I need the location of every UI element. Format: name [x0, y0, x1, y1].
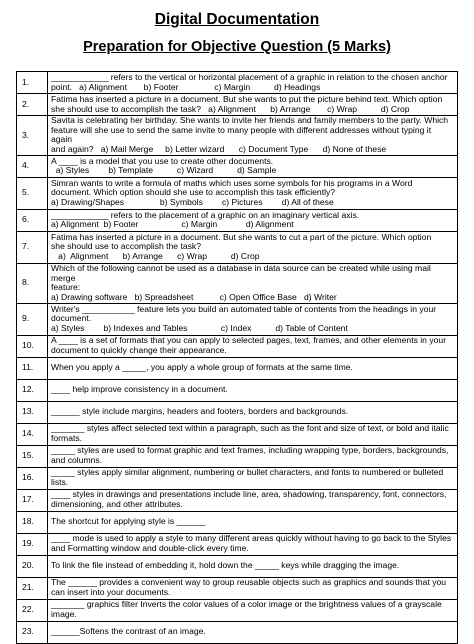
question-text-line: document. — [51, 313, 92, 324]
question-number: 6. — [17, 209, 48, 231]
question-row — [17, 401, 458, 423]
question-row — [17, 335, 458, 357]
question-number: 14. — [17, 423, 48, 445]
question-text-line: a) Styles b) Template c) Wizard d) Sample — [51, 165, 277, 176]
question-text-cell — [48, 423, 458, 445]
question-text-line: Fatima has inserted a picture in a document. But she wants to put the picture behind text. Which option — [51, 93, 443, 104]
question-text-line: Savita is celebrating her birthday. She wants to invite her friends and family members to the party. Which — [51, 115, 449, 125]
question-row — [17, 467, 458, 489]
question-number: 7. — [17, 231, 48, 263]
question-text-line: ____ mode is used to apply a style to many different areas quickly without having to go back to the Styles — [51, 533, 452, 544]
question-text-cell — [48, 445, 458, 467]
question-number: 3. — [17, 116, 48, 156]
questions-table — [16, 71, 458, 644]
question-text-cell — [48, 263, 458, 303]
question-text-line: ____________ refers to the vertical or horizontal placement of a graphic in relation to the chosen anchor — [51, 71, 448, 82]
question-text-cell — [48, 357, 458, 379]
questions-table-body — [17, 72, 458, 644]
question-number: 18. — [17, 511, 48, 533]
question-row — [17, 489, 458, 511]
question-number: 9. — [17, 303, 48, 335]
question-text-line: document to quickly change their appearance. — [51, 345, 227, 356]
question-text-line: a) Alignment b) Arrange c) Wrap d) Crop — [51, 251, 260, 262]
question-text-cell — [48, 489, 458, 511]
question-text-line: Which of the following cannot be used as a database in data source can be created while using mail merge — [51, 262, 434, 283]
question-row — [17, 379, 458, 401]
question-number: 23. — [17, 621, 48, 643]
question-row — [17, 263, 458, 303]
question-text-cell — [48, 511, 458, 533]
question-text-cell — [48, 621, 458, 643]
question-text-line: feature: — [51, 282, 81, 293]
question-row — [17, 94, 458, 116]
question-text-line: she should use to accomplish the task? a) Alignment b) Arrange c) Wrap d) Crop — [51, 103, 410, 114]
question-text-line: and columns. — [51, 455, 103, 466]
question-text-line: and again? a) Mail Merge b) Letter wizard c) Document Type d) None of these — [51, 144, 387, 155]
question-text-line: a) Alignment b) Footer c) Margin d) Alignment — [51, 219, 294, 230]
question-row — [17, 177, 458, 209]
question-row — [17, 577, 458, 599]
question-text-cell — [48, 379, 458, 401]
question-text-cell — [48, 209, 458, 231]
document-title: Digital Documentation — [154, 11, 320, 28]
question-text-cell — [48, 94, 458, 116]
question-text-cell — [48, 303, 458, 335]
question-row — [17, 72, 458, 94]
question-text-line: point. a) Alignment b) Footer c) Margin d) Headings — [51, 81, 321, 92]
question-row — [17, 116, 458, 156]
question-row — [17, 445, 458, 467]
question-text-line: can insert into your documents. — [51, 587, 171, 598]
question-text-line: feature will she use to send the same invite to many people with different addresses without typing it again — [51, 124, 434, 145]
question-text-cell — [48, 599, 458, 621]
question-text-cell — [48, 467, 458, 489]
question-row — [17, 555, 458, 577]
question-text-line: ______Softens the contrast of an image. — [51, 626, 206, 637]
question-number: 19. — [17, 533, 48, 555]
question-text-line: _______ graphics filter Inverts the color values of a color image or the brightness values of a grayscale — [51, 599, 442, 610]
question-number: 21. — [17, 577, 48, 599]
question-row — [17, 621, 458, 643]
question-number: 12. — [17, 379, 48, 401]
question-number: 5. — [17, 177, 48, 209]
question-text-cell — [48, 116, 458, 156]
question-text-line: A ____ is a model that you use to create other documents. — [51, 155, 274, 166]
question-text-line: The ______ provides a convenient way to group reusable objects such as graphics and sounds that you — [51, 577, 447, 588]
question-text-line: Simran wants to write a formula of maths which uses some symbols for his programs in a Word — [51, 177, 413, 188]
question-text-cell — [48, 401, 458, 423]
question-text-line: A ____ is a set of formats that you can apply to selected pages, text, frames, and other elements in your — [51, 335, 447, 346]
question-text-line: _______ styles affect selected text within a paragraph, such as the font and size of text, or bold and italic — [51, 423, 449, 434]
question-text-cell — [48, 555, 458, 577]
question-text-line: dimensioning, and other attributes. — [51, 499, 183, 510]
question-row — [17, 599, 458, 621]
question-text-line: lists. — [51, 477, 69, 488]
question-text-line: ____ styles in drawings and presentations include line, area, shadowing, transparency, font, connectors, — [51, 489, 447, 500]
question-text-line: When you apply a _____, you apply a whole group of formats at the same time. — [51, 362, 353, 373]
question-number: 4. — [17, 155, 48, 177]
question-number: 10. — [17, 335, 48, 357]
question-text-line: To link the file instead of embedding it, hold down the _____ keys while dragging the image. — [51, 560, 400, 571]
question-text-cell — [48, 72, 458, 94]
question-text-line: formats. — [51, 433, 83, 444]
question-text-line: Fatima has inserted a picture in a document. But she wants to cut a part of the picture. Which option — [51, 231, 432, 242]
question-text-line: _____ styles are used to format graphic and text frames, including wrapping type, borders, backgrounds, — [51, 445, 449, 456]
question-text-line: _____ styles apply similar alignment, numbering or bullet characters, and fonts to numbered or bulleted — [51, 467, 444, 478]
question-text-line: a) Drawing software b) Spreadsheet c) Open Office Base d) Writer — [51, 291, 337, 302]
question-text-line: and Formatting window and double-click every time. — [51, 543, 249, 554]
question-text-line: she should use to accomplish the task? — [51, 241, 202, 252]
question-text-line: The shortcut for applying style is ______ — [51, 516, 206, 527]
question-text-line: ____ help improve consistency in a document. — [51, 384, 228, 395]
question-row — [17, 155, 458, 177]
question-number: 16. — [17, 467, 48, 489]
question-text-line: Writer's ___________ feature lets you build an automated table of contents from the headings in your — [51, 303, 437, 314]
question-text-line: a) Drawing/Shapes b) Symbols c) Pictures d) All of these — [51, 197, 334, 208]
question-number: 1. — [17, 72, 48, 94]
question-number: 11. — [17, 357, 48, 379]
question-row — [17, 231, 458, 263]
question-text-line: ______ style include margins, headers and footers, borders and backgrounds. — [51, 406, 349, 417]
question-text-cell — [48, 335, 458, 357]
question-number: 22. — [17, 599, 48, 621]
question-row — [17, 533, 458, 555]
question-number: 2. — [17, 94, 48, 116]
question-text-cell — [48, 231, 458, 263]
question-text-line: document. Which option should she use to accomplish this task efficiently? — [51, 187, 336, 198]
question-text-line: ____________ refers to the placement of a graphic on an imaginary vertical axis. — [51, 209, 360, 220]
document-subtitle: Preparation for Objective Question (5 Marks) — [83, 39, 391, 55]
question-row — [17, 423, 458, 445]
question-text-cell — [48, 155, 458, 177]
question-text-cell — [48, 177, 458, 209]
question-text-cell — [48, 577, 458, 599]
question-row — [17, 511, 458, 533]
question-text-line: a) Styles b) Indexes and Tables c) Index d) Table of Content — [51, 322, 348, 333]
question-row — [17, 357, 458, 379]
question-number: 13. — [17, 401, 48, 423]
question-row — [17, 303, 458, 335]
question-text-line: image. — [51, 609, 77, 620]
question-number: 8. — [17, 263, 48, 303]
question-number: 17. — [17, 489, 48, 511]
question-number: 20. — [17, 555, 48, 577]
question-number: 15. — [17, 445, 48, 467]
question-row — [17, 209, 458, 231]
question-text-cell — [48, 533, 458, 555]
